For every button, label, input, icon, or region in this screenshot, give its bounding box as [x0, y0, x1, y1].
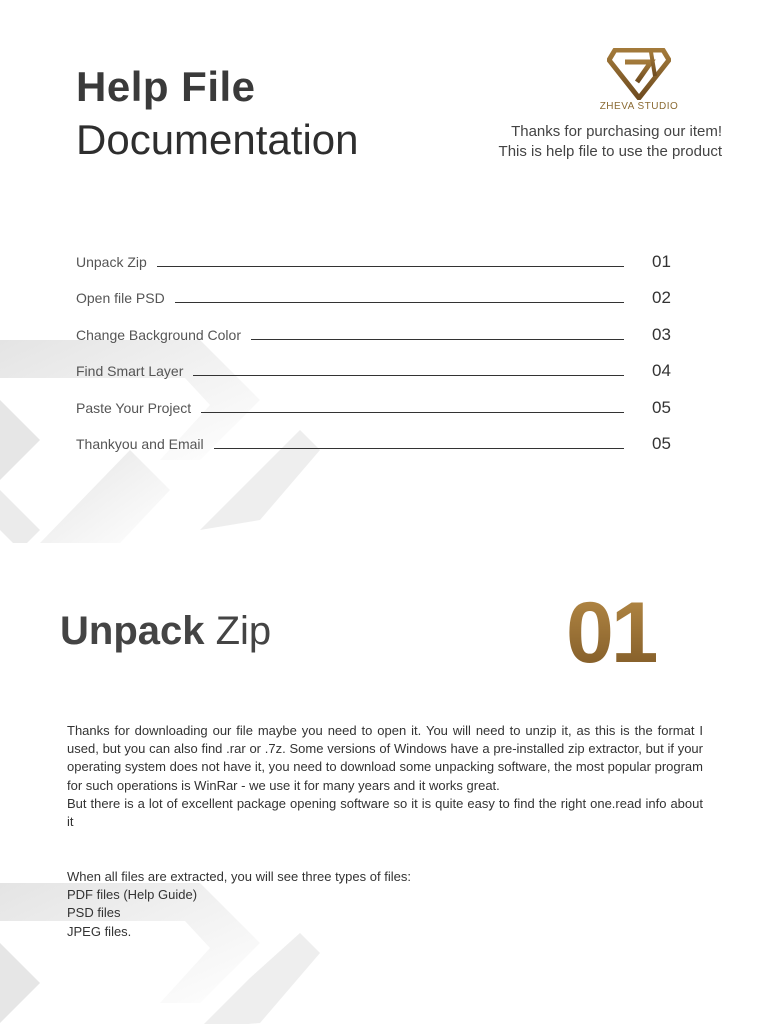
brand-logo [598, 48, 680, 112]
section-body [67, 722, 703, 831]
toc-leader-line [201, 412, 624, 413]
title-line-1: Help File [76, 63, 256, 110]
toc-item[interactable] [76, 419, 676, 456]
toc-item[interactable] [76, 273, 676, 310]
files-intro: When all files are extracted, you will see three types of files: [67, 869, 411, 884]
toc-page-number: 03 [652, 324, 671, 344]
toc-page-number: 01 [652, 251, 671, 271]
toc-page-number: 04 [652, 361, 671, 380]
file-type-item: JPEG files. [67, 923, 132, 939]
thanks-note [499, 122, 722, 162]
toc-page-number: 02 [652, 288, 671, 307]
toc-page-number: 05 [652, 397, 671, 417]
file-types-list [67, 868, 411, 941]
toc-item[interactable] [76, 309, 676, 346]
toc-page-number: 05 [652, 434, 671, 453]
toc-leader-line [193, 375, 624, 376]
toc-leader-line [214, 448, 624, 449]
table-of-contents [76, 236, 676, 455]
section-title-bold: Unpack [60, 609, 205, 653]
logo-text: ZHEVA STUDIO [599, 101, 679, 112]
toc-label: Find Smart Layer [76, 363, 184, 379]
diamond-logo-icon [607, 48, 671, 100]
section-title [60, 609, 271, 654]
toc-leader-line [175, 302, 624, 303]
toc-label: Open file PSD [76, 290, 165, 306]
section-page [0, 543, 768, 1024]
toc-label: Thankyou and Email [76, 436, 204, 452]
file-type-item: PSD files [67, 905, 121, 921]
section-title-light: Zip [204, 609, 272, 653]
section-number: 01 [566, 585, 656, 681]
toc-item[interactable] [76, 346, 676, 383]
file-type-item: PDF files (Help Guide) [67, 887, 198, 903]
toc-leader-line [157, 266, 624, 267]
toc-label: Change Background Color [76, 326, 241, 343]
document-title [76, 60, 359, 166]
toc-label: Unpack Zip [76, 253, 147, 270]
toc-label: Paste Your Project [76, 399, 192, 416]
toc-item[interactable] [76, 236, 676, 273]
title-line-2: Documentation [76, 116, 359, 163]
toc-leader-line [251, 339, 624, 340]
thanks-line-1: Thanks for purchasing our item! [511, 123, 722, 140]
toc-item[interactable] [76, 382, 676, 419]
thanks-line-2: This is help file to use the product [498, 143, 722, 160]
paragraph-1: Thanks for downloading our file maybe you need to open it. You will need to unzip it, as this is the format I used, but you can also find .rar or .7z. Some versions of Windows have a pre-installed zip extractor, but if your operating system does not have it, you need to download some unpacking software, the most popular program for such operations is WinRar - we use it for many years and it works great. [67, 723, 703, 793]
paragraph-2: But there is a lot of excellent package opening software so it is quite easy to find the right one.read info about it [67, 795, 703, 830]
